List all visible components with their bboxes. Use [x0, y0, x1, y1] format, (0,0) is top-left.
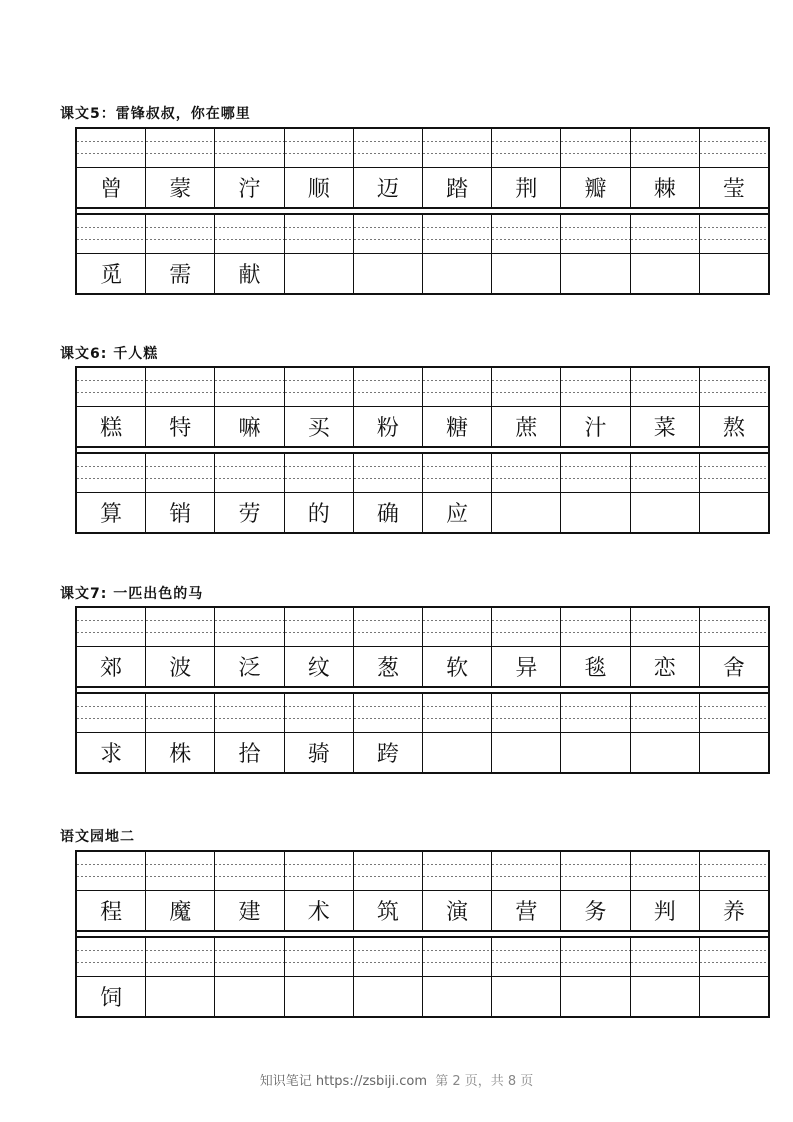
pinyin-cell	[353, 129, 422, 167]
pinyin-cell	[699, 938, 768, 976]
pinyin-cell	[422, 368, 491, 406]
pinyin-cell	[560, 368, 629, 406]
pinyin-cell	[699, 852, 768, 890]
character-cell: 拾	[214, 733, 283, 772]
character-cell: 波	[145, 647, 214, 686]
pinyin-cell	[353, 368, 422, 406]
pinyin-writing-row	[77, 368, 768, 406]
pinyin-cell	[353, 852, 422, 890]
grid-row-pair	[75, 850, 770, 932]
character-cell	[699, 493, 768, 532]
character-cell	[630, 733, 699, 772]
character-cell	[353, 254, 422, 293]
pinyin-cell	[560, 129, 629, 167]
pinyin-cell	[491, 454, 560, 492]
pinyin-cell	[353, 454, 422, 492]
character-cell: 判	[630, 891, 699, 930]
watermark-text: 知识笔记 https://zsbiji.com	[259, 1074, 428, 1089]
pinyin-cell	[560, 215, 629, 253]
pinyin-cell	[560, 852, 629, 890]
pinyin-cell	[353, 938, 422, 976]
pinyin-cell	[145, 852, 214, 890]
pinyin-writing-row	[77, 129, 768, 167]
character-cell: 糖	[422, 407, 491, 446]
character-cell: 程	[100, 900, 123, 925]
character-cell	[560, 493, 629, 532]
character-cell	[560, 977, 629, 1016]
character-cell: 买	[284, 407, 353, 446]
grid-row-pair	[75, 936, 770, 1018]
pinyin-cell	[699, 694, 768, 732]
pinyin-cell	[145, 608, 214, 646]
grid-row-pair	[75, 606, 770, 688]
pinyin-cell	[284, 938, 353, 976]
pinyin-cell	[699, 608, 768, 646]
character-cell	[630, 493, 699, 532]
pinyin-cell	[699, 454, 768, 492]
character-cell: 应	[422, 493, 491, 532]
pinyin-cell	[630, 938, 699, 976]
character-grid-4	[75, 850, 770, 1018]
character-cell: 蔗	[491, 407, 560, 446]
character-cell: 瓣	[560, 168, 629, 207]
pinyin-cell	[214, 694, 283, 732]
character-cell: 软	[422, 647, 491, 686]
character-cell	[560, 254, 629, 293]
character-cell: 特	[145, 407, 214, 446]
pinyin-cell	[353, 608, 422, 646]
character-cell: 建	[214, 891, 283, 930]
character-cell: 踏	[422, 168, 491, 207]
character-cell	[699, 254, 768, 293]
pinyin-cell	[214, 852, 283, 890]
character-cell: 异	[491, 647, 560, 686]
character-cell	[353, 977, 422, 1016]
character-cell: 饲	[100, 986, 123, 1011]
character-cell	[630, 254, 699, 293]
character-cell: 确	[353, 493, 422, 532]
character-cell	[145, 977, 214, 1016]
character-row	[77, 492, 768, 532]
pinyin-cell	[630, 454, 699, 492]
character-cell: 嘛	[214, 407, 283, 446]
pinyin-cell	[214, 368, 283, 406]
pinyin-writing-row	[77, 608, 768, 646]
character-cell: 献	[214, 254, 283, 293]
grid-row-pair	[75, 127, 770, 209]
character-cell: 株	[145, 733, 214, 772]
character-cell: 觅	[100, 263, 123, 288]
pinyin-cell	[422, 938, 491, 976]
character-cell: 务	[560, 891, 629, 930]
pinyin-cell	[560, 694, 629, 732]
character-cell: 需	[145, 254, 214, 293]
character-cell: 的	[284, 493, 353, 532]
pinyin-cell	[491, 938, 560, 976]
pinyin-writing-row	[77, 215, 768, 253]
character-cell: 郊	[100, 656, 123, 681]
character-cell: 泛	[214, 647, 283, 686]
character-cell: 棘	[630, 168, 699, 207]
pinyin-cell	[284, 852, 353, 890]
character-cell: 纹	[284, 647, 353, 686]
pinyin-cell	[422, 454, 491, 492]
character-row	[77, 167, 768, 207]
character-cell: 莹	[699, 168, 768, 207]
page-number: 第 2 页，共 8 页	[435, 1074, 534, 1089]
grid-row-pair	[75, 366, 770, 448]
character-cell: 劳	[214, 493, 283, 532]
pinyin-cell	[560, 938, 629, 976]
pinyin-cell	[284, 129, 353, 167]
character-cell: 魔	[145, 891, 214, 930]
pinyin-cell	[284, 368, 353, 406]
character-cell	[214, 977, 283, 1016]
pinyin-writing-row	[77, 694, 768, 732]
pinyin-cell	[284, 608, 353, 646]
pinyin-cell	[491, 694, 560, 732]
pinyin-cell	[630, 608, 699, 646]
section-title-4: 语文园地二	[60, 829, 135, 845]
section-title-2: 课文6: 千人糕	[60, 346, 159, 362]
character-cell: 毯	[560, 647, 629, 686]
pinyin-cell	[630, 368, 699, 406]
pinyin-cell	[630, 852, 699, 890]
character-cell: 泞	[214, 168, 283, 207]
pinyin-cell	[77, 215, 145, 253]
character-cell: 营	[491, 891, 560, 930]
pinyin-cell	[214, 215, 283, 253]
character-row	[77, 732, 768, 772]
character-cell	[491, 733, 560, 772]
character-cell: 筑	[353, 891, 422, 930]
pinyin-cell	[145, 694, 214, 732]
pinyin-cell	[422, 694, 491, 732]
character-grid-2	[75, 366, 770, 534]
character-cell	[699, 977, 768, 1016]
pinyin-cell	[214, 938, 283, 976]
character-grid-1	[75, 127, 770, 295]
pinyin-cell	[422, 852, 491, 890]
pinyin-cell	[353, 215, 422, 253]
pinyin-cell	[422, 129, 491, 167]
character-cell	[630, 977, 699, 1016]
character-cell: 迈	[353, 168, 422, 207]
section-title-3: 课文7: 一匹出色的马	[60, 586, 204, 602]
pinyin-cell	[77, 608, 145, 646]
character-cell	[491, 254, 560, 293]
pinyin-cell	[699, 129, 768, 167]
character-cell: 销	[145, 493, 214, 532]
character-cell: 蒙	[145, 168, 214, 207]
pinyin-cell	[145, 129, 214, 167]
character-cell: 曾	[100, 177, 123, 202]
character-cell: 粉	[353, 407, 422, 446]
pinyin-cell	[77, 852, 145, 890]
character-cell: 演	[422, 891, 491, 930]
grid-row-pair	[75, 213, 770, 295]
pinyin-cell	[630, 129, 699, 167]
pinyin-writing-row	[77, 938, 768, 976]
pinyin-cell	[699, 215, 768, 253]
pinyin-cell	[630, 215, 699, 253]
character-cell: 恋	[630, 647, 699, 686]
pinyin-cell	[353, 694, 422, 732]
pinyin-cell	[560, 608, 629, 646]
character-cell: 葱	[353, 647, 422, 686]
pinyin-cell	[77, 454, 145, 492]
page-footer	[0, 1070, 793, 1089]
pinyin-cell	[77, 129, 145, 167]
pinyin-cell	[284, 454, 353, 492]
pinyin-cell	[214, 129, 283, 167]
pinyin-cell	[145, 368, 214, 406]
character-row	[77, 646, 768, 686]
pinyin-cell	[145, 454, 214, 492]
pinyin-cell	[491, 129, 560, 167]
pinyin-cell	[491, 852, 560, 890]
character-cell: 糕	[100, 416, 123, 441]
section-title-1: 课文5：雷锋叔叔，你在哪里	[60, 106, 251, 122]
pinyin-cell	[630, 694, 699, 732]
pinyin-cell	[422, 608, 491, 646]
character-cell: 舍	[699, 647, 768, 686]
character-cell	[699, 733, 768, 772]
character-cell	[284, 254, 353, 293]
grid-row-pair	[75, 452, 770, 534]
character-cell: 算	[100, 502, 123, 527]
character-cell: 顺	[284, 168, 353, 207]
character-cell	[284, 977, 353, 1016]
pinyin-cell	[145, 215, 214, 253]
pinyin-writing-row	[77, 852, 768, 890]
character-cell	[422, 733, 491, 772]
character-cell: 荆	[491, 168, 560, 207]
character-cell	[422, 977, 491, 1016]
character-row	[77, 253, 768, 293]
character-cell: 熬	[699, 407, 768, 446]
pinyin-writing-row	[77, 454, 768, 492]
pinyin-cell	[491, 368, 560, 406]
character-row	[77, 890, 768, 930]
character-cell: 菜	[630, 407, 699, 446]
pinyin-cell	[77, 694, 145, 732]
character-cell: 跨	[353, 733, 422, 772]
pinyin-cell	[284, 694, 353, 732]
character-grid-3	[75, 606, 770, 774]
character-cell	[491, 493, 560, 532]
pinyin-cell	[214, 454, 283, 492]
pinyin-cell	[422, 215, 491, 253]
pinyin-cell	[284, 215, 353, 253]
pinyin-cell	[560, 454, 629, 492]
character-cell	[422, 254, 491, 293]
pinyin-cell	[77, 368, 145, 406]
pinyin-cell	[214, 608, 283, 646]
character-row	[77, 976, 768, 1016]
character-cell	[491, 977, 560, 1016]
pinyin-cell	[491, 608, 560, 646]
character-cell: 养	[699, 891, 768, 930]
grid-row-pair	[75, 692, 770, 774]
character-cell: 术	[284, 891, 353, 930]
pinyin-cell	[491, 215, 560, 253]
character-row	[77, 406, 768, 446]
pinyin-cell	[699, 368, 768, 406]
character-cell: 骑	[284, 733, 353, 772]
character-cell: 汁	[560, 407, 629, 446]
character-cell	[560, 733, 629, 772]
pinyin-cell	[77, 938, 145, 976]
pinyin-cell	[145, 938, 214, 976]
character-cell: 求	[100, 742, 123, 767]
